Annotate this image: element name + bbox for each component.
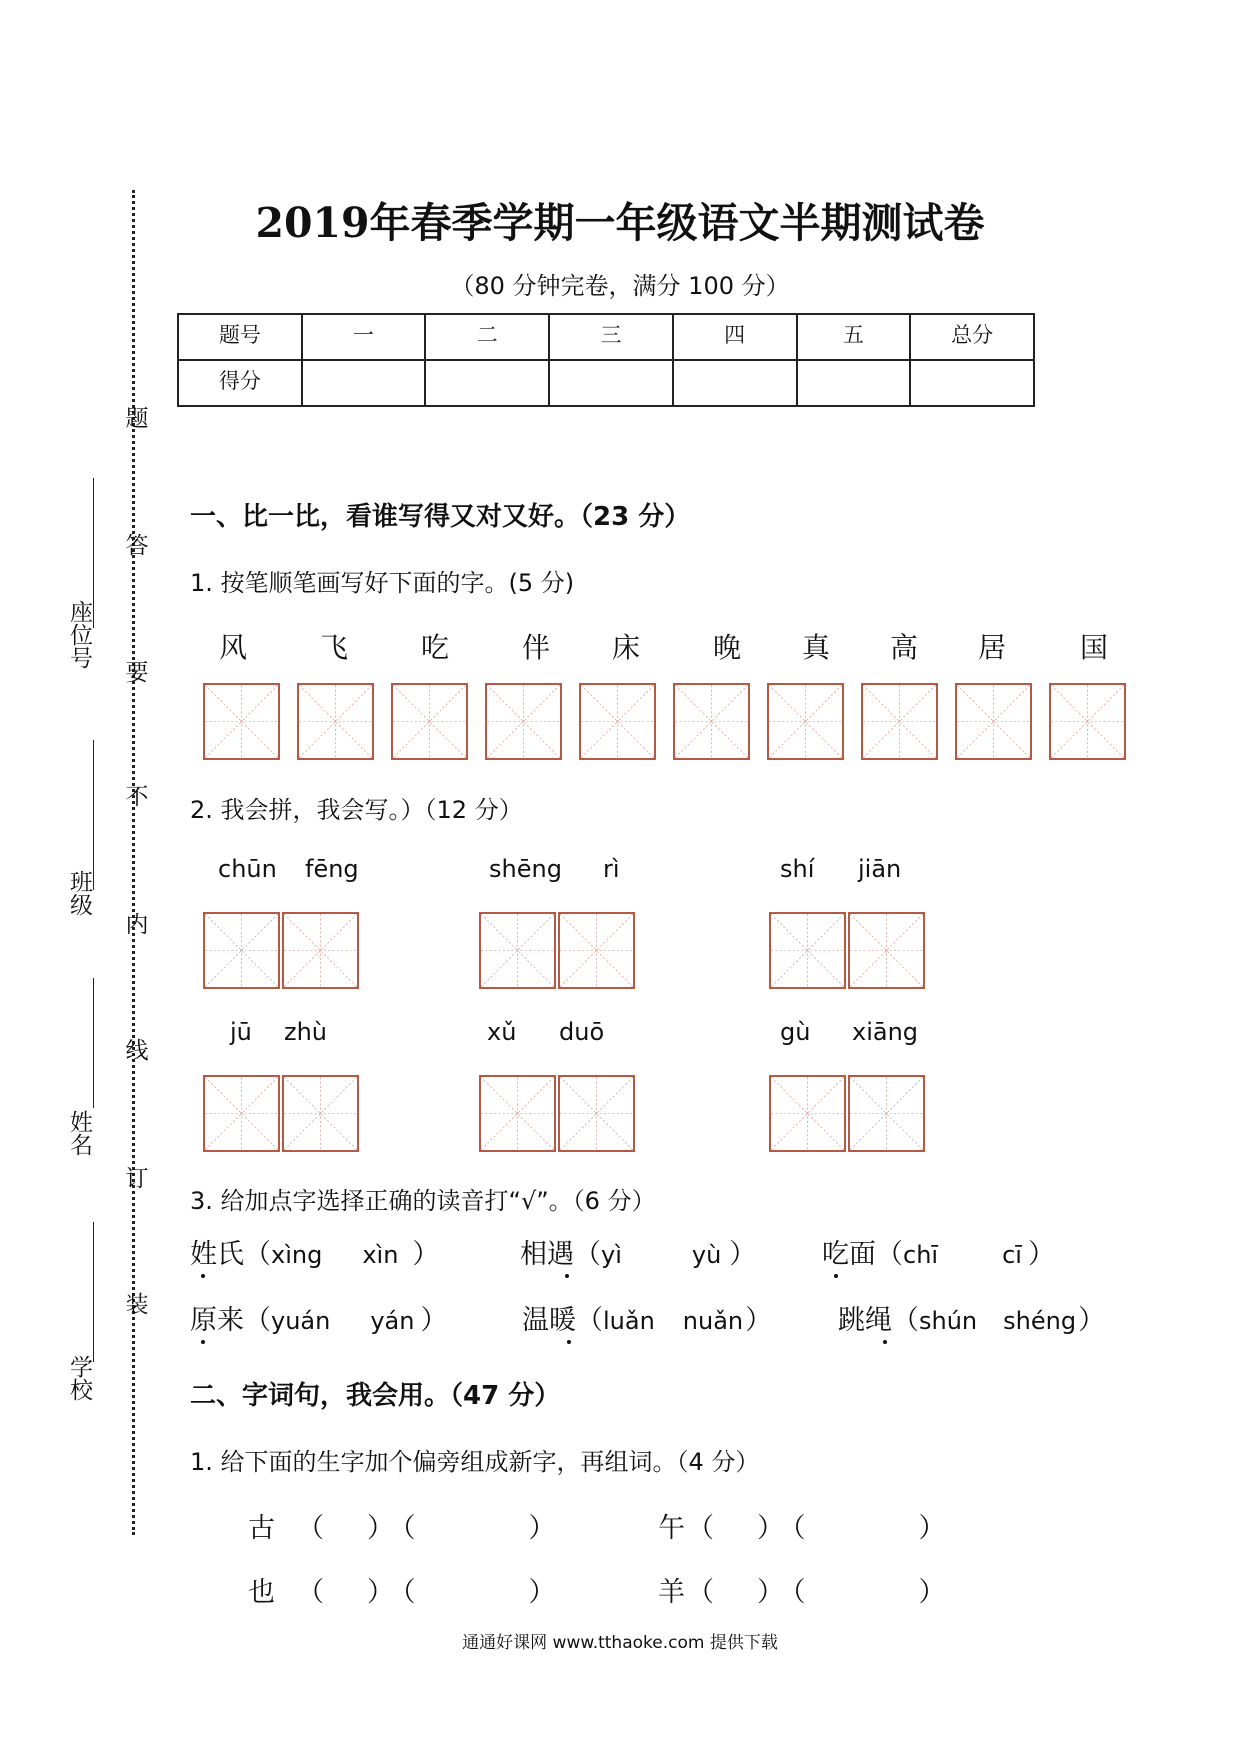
copy-char: 真 — [801, 631, 830, 664]
choice-option-b[interactable]: cī — [1002, 1241, 1022, 1269]
answer-blank[interactable]: （ ）（ ） — [687, 1513, 954, 1544]
footer-text: 通通好课网 www.tthaoke.com 提供下载 — [462, 1633, 778, 1653]
choice-option-b[interactable]: yán — [370, 1307, 415, 1335]
choice-option-a[interactable]: yì — [601, 1241, 622, 1269]
answer-blank[interactable]: （ ）（ ） — [297, 1577, 564, 1608]
writing-grid[interactable] — [1049, 683, 1126, 760]
writing-grid[interactable] — [955, 683, 1032, 760]
margin-seal-char-7: 订 — [125, 1166, 149, 1192]
pinyin-label: chūn — [218, 855, 277, 883]
emphasis-dot — [565, 1274, 569, 1278]
radical-char: 羊 — [658, 1577, 685, 1608]
paren: ） — [745, 1305, 773, 1336]
paren: ） — [1027, 1239, 1055, 1270]
choice-option-b[interactable]: yù — [691, 1241, 722, 1269]
choice-option-b[interactable]: xìn — [362, 1241, 399, 1269]
score-cell: 三 — [549, 314, 673, 360]
choice-option-a[interactable]: chī — [903, 1241, 939, 1269]
choice-option-a[interactable]: yuán — [271, 1307, 331, 1335]
name-write-line — [93, 978, 94, 1108]
radical-char: 也 — [248, 1577, 275, 1608]
paren: ） — [1078, 1305, 1106, 1336]
question-2-1-prompt: 1. 给下面的生字加个偏旁组成新字，再组词。（4 分） — [190, 1448, 760, 1476]
paren: （ — [892, 1305, 919, 1336]
choice-word: 原来 — [190, 1305, 244, 1336]
pinyin-label: shí — [780, 855, 815, 883]
pinyin-label: duō — [559, 1018, 605, 1046]
paren: （ — [244, 1239, 271, 1270]
choice-option-b[interactable]: shéng — [1003, 1307, 1077, 1335]
pinyin-label: fēng — [305, 855, 359, 883]
emphasis-dot — [567, 1340, 571, 1344]
margin-seal-char-3: 要 — [125, 660, 149, 686]
reading-choice-item — [838, 1298, 1105, 1337]
pinyin-label: gù — [780, 1018, 811, 1046]
score-cell: 四 — [673, 314, 797, 360]
pinyin-label: rì — [603, 855, 620, 883]
copy-char: 伴 — [521, 631, 550, 664]
score-cell: 总分 — [910, 314, 1034, 360]
choice-option-a[interactable]: luǎn — [603, 1307, 655, 1335]
score-table — [177, 313, 1035, 407]
margin-seal-char-6: 线 — [125, 1038, 149, 1064]
question-1-1-prompt: 1. 按笔顺笔画写好下面的字。(5 分) — [190, 569, 575, 597]
score-table-score-row — [178, 360, 1034, 406]
answer-blank[interactable]: （ ）（ ） — [687, 1577, 954, 1608]
reading-choice-item — [522, 1298, 772, 1337]
choice-option-a[interactable]: shún — [919, 1307, 978, 1335]
writing-grid[interactable] — [558, 1075, 635, 1152]
margin-seal-char-1: 题 — [125, 406, 149, 432]
writing-grid[interactable] — [479, 1075, 556, 1152]
writing-grid[interactable] — [282, 912, 359, 989]
margin-seat-label: 座位号 — [66, 600, 92, 669]
choice-option-b[interactable]: nuǎn — [682, 1307, 744, 1335]
paren: （ — [876, 1239, 903, 1270]
margin-seal-char-8: 装 — [125, 1292, 149, 1318]
choice-word: 吃面 — [822, 1239, 876, 1270]
section-2-heading: 二、字词句，我会用。（47 分） — [190, 1381, 561, 1411]
binding-dotted-line — [132, 190, 135, 1535]
emphasis-dot — [201, 1274, 205, 1278]
writing-grid[interactable] — [848, 1075, 925, 1152]
writing-grid[interactable] — [848, 912, 925, 989]
margin-school-label: 学校 — [66, 1355, 92, 1401]
pinyin-label: jū — [230, 1018, 252, 1046]
writing-grid[interactable] — [769, 912, 846, 989]
writing-grid[interactable] — [579, 683, 656, 760]
copy-char: 国 — [1079, 631, 1108, 664]
paren: ） — [420, 1305, 448, 1336]
score-input-cell[interactable] — [302, 360, 426, 406]
margin-class-label: 班级 — [66, 870, 92, 916]
score-cell: 二 — [425, 314, 549, 360]
choice-word: 姓氏 — [190, 1239, 244, 1270]
page-title: 2019年春季学期一年级语文半期测试卷 — [255, 199, 985, 247]
radical-item — [248, 1506, 564, 1545]
choice-word: 温暖 — [522, 1305, 576, 1336]
reading-choice-item — [190, 1232, 439, 1271]
score-input-cell[interactable] — [425, 360, 549, 406]
writing-grid[interactable] — [203, 1075, 280, 1152]
writing-grid[interactable] — [485, 683, 562, 760]
section-1-heading: 一、比一比，看谁写得又对又好。（23 分） — [190, 502, 691, 532]
question-1-3-prompt: 3. 给加点字选择正确的读音打“√”。（6 分） — [190, 1187, 656, 1215]
radical-item — [248, 1570, 564, 1609]
pinyin-label: xǔ — [487, 1018, 517, 1046]
margin-name-label: 姓名 — [66, 1110, 92, 1156]
emphasis-dot — [201, 1340, 205, 1344]
copy-char: 高 — [889, 631, 918, 664]
pinyin-label: zhù — [284, 1018, 328, 1046]
margin-seal-char-5: 内 — [125, 912, 149, 938]
score-cell: 得分 — [178, 360, 302, 406]
radical-char: 午 — [658, 1513, 685, 1544]
writing-grid[interactable] — [558, 912, 635, 989]
seat-write-line — [93, 478, 94, 628]
radical-item — [658, 1570, 954, 1609]
copy-char: 飞 — [319, 631, 348, 664]
school-write-line — [93, 1222, 94, 1362]
page-subtitle: （80 分钟完卷，满分 100 分） — [450, 272, 790, 300]
choice-word: 跳绳 — [838, 1305, 892, 1336]
pinyin-label: shēng — [489, 855, 562, 883]
reading-choice-item — [822, 1232, 1055, 1271]
paren: （ — [574, 1239, 601, 1270]
question-1-2-prompt: 2. 我会拼，我会写。）（12 分） — [190, 796, 523, 824]
copy-char: 风 — [218, 631, 247, 664]
writing-grid[interactable] — [391, 683, 468, 760]
score-input-cell[interactable] — [549, 360, 673, 406]
reading-choice-item — [190, 1298, 447, 1337]
copy-char: 吃 — [420, 631, 449, 664]
writing-grid[interactable] — [767, 683, 844, 760]
writing-grid[interactable] — [203, 683, 280, 760]
writing-grid[interactable] — [282, 1075, 359, 1152]
copy-char: 床 — [611, 631, 640, 664]
writing-grid[interactable] — [673, 683, 750, 760]
pinyin-label: xiāng — [852, 1018, 919, 1046]
score-cell: 题号 — [178, 314, 302, 360]
paren: （ — [576, 1305, 603, 1336]
writing-grid[interactable] — [479, 912, 556, 989]
score-cell: 五 — [797, 314, 911, 360]
score-cell: 一 — [302, 314, 426, 360]
copy-char: 居 — [977, 631, 1006, 664]
score-input-cell[interactable] — [797, 360, 911, 406]
score-input-cell[interactable] — [910, 360, 1034, 406]
writing-grid[interactable] — [297, 683, 374, 760]
paren: ） — [729, 1239, 757, 1270]
pinyin-label: jiān — [858, 855, 902, 883]
writing-grid[interactable] — [769, 1075, 846, 1152]
margin-seal-char-2: 答 — [125, 533, 149, 559]
writing-grid[interactable] — [861, 683, 938, 760]
reading-choice-item — [520, 1232, 756, 1271]
radical-char: 古 — [248, 1513, 275, 1544]
score-table-header-row — [178, 314, 1034, 360]
copy-char: 晚 — [712, 631, 741, 664]
writing-grid[interactable] — [203, 912, 280, 989]
emphasis-dot — [883, 1340, 887, 1344]
score-input-cell[interactable] — [673, 360, 797, 406]
margin-seal-char-4: 不 — [125, 784, 149, 810]
choice-word: 相遇 — [520, 1239, 574, 1270]
choice-option-a[interactable]: xìng — [271, 1241, 323, 1269]
emphasis-dot — [834, 1274, 838, 1278]
radical-item — [658, 1506, 954, 1545]
answer-blank[interactable]: （ ）（ ） — [297, 1513, 564, 1544]
paren: ） — [412, 1239, 440, 1270]
class-write-line — [93, 740, 94, 890]
paren: （ — [244, 1305, 271, 1336]
